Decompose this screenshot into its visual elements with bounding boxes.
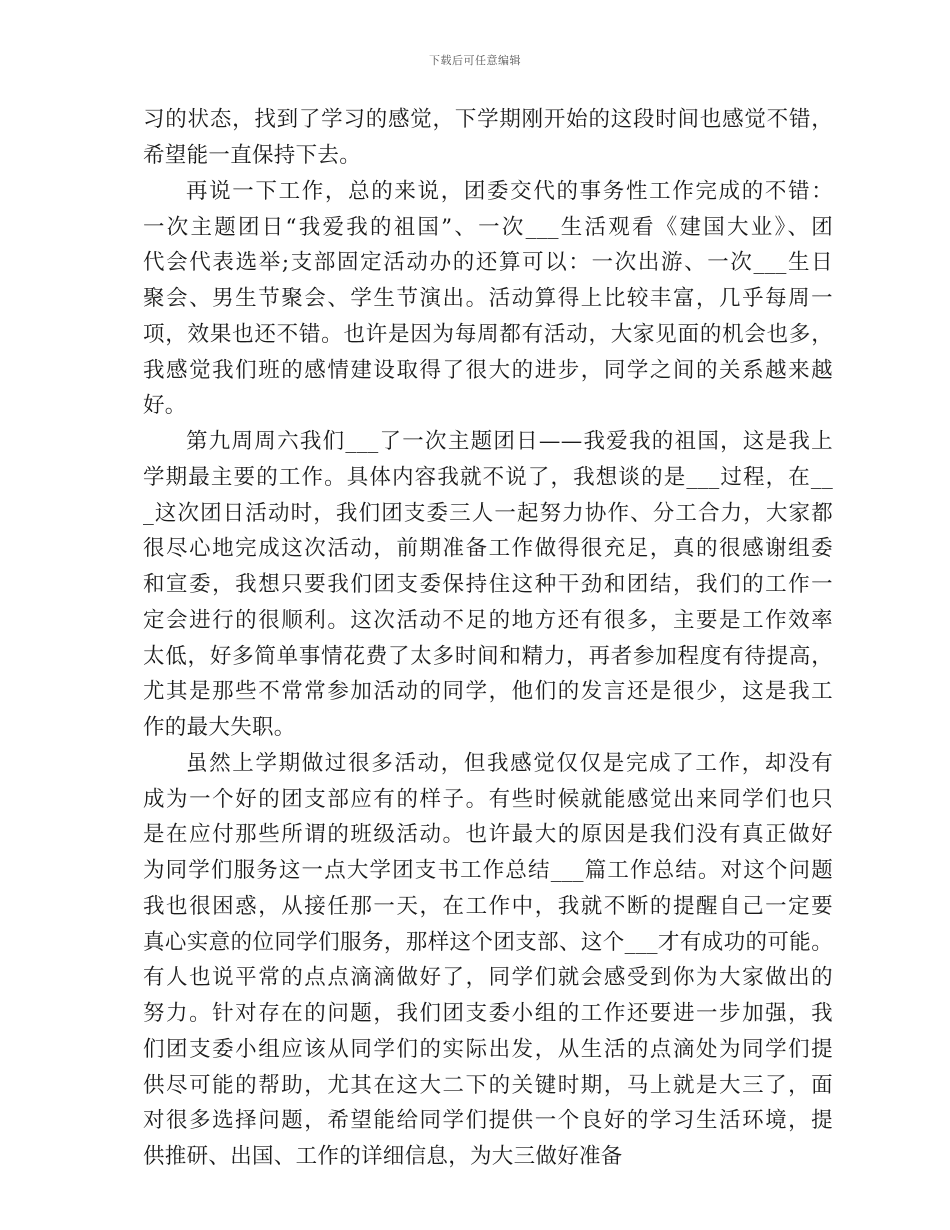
text-line: 第九周周六我们___了一次主题团日——我爱我的祖国，这是我上 [186, 429, 833, 454]
text-line: 一次主题团日“我爱我的祖国”、一次___生活观看《建国大业》、团 [143, 215, 833, 240]
text-line: 再说一下工作，总的来说，团委交代的事务性工作完成的不错： [186, 179, 833, 204]
text-line: 成为一个好的团支部应有的样子。有些时候就能感觉出来同学们也只 [143, 787, 833, 812]
text-line: 代会代表选举;支部固定活动办的还算可以：一次出游、一次___生日 [143, 250, 833, 275]
text-line: 对很多选择问题，希望能给同学们提供一个良好的学习生活环境，提 [143, 1108, 833, 1133]
text-line: 供尽可能的帮助，尤其在这大二下的关键时期，马上就是大三了，面 [143, 1073, 833, 1098]
text-line: 我感觉我们班的感情建设取得了很大的进步，同学之间的关系越来越 [143, 358, 833, 383]
text-line: 我也很困惑，从接任那一天，在工作中，我就不断的提醒自己一定要 [143, 894, 833, 919]
page-header: 下载后可任意编辑 [429, 54, 521, 67]
text-line: 习的状态，找到了学习的感觉，下学期刚开始的这段时间也感觉不错， [143, 107, 833, 132]
text-line: 作的最大失职。 [143, 715, 296, 740]
text-line: 学期最主要的工作。具体内容我就不说了，我想谈的是___过程，在__ [143, 465, 833, 490]
text-line: 有人也说平常的点点滴滴做好了，同学们就会感受到你为大家做出的 [143, 965, 833, 990]
text-line: 好。 [143, 393, 187, 418]
text-line: 定会进行的很顺利。这次活动不足的地方还有很多，主要是工作效率 [143, 608, 833, 633]
text-line: 太低，好多简单事情花费了太多时间和精力，再者参加程度有待提高， [143, 644, 833, 669]
text-line: 是在应付那些所谓的班级活动。也许最大的原因是我们没有真正做好 [143, 822, 833, 847]
text-line: _这次团日活动时，我们团支委三人一起努力协作、分工合力，大家都 [143, 501, 833, 526]
text-line: 很尽心地完成这次活动，前期准备工作做得很充足，真的很感谢组委 [143, 536, 833, 561]
text-line: 努力。针对存在的问题，我们团支委小组的工作还要进一步加强，我 [143, 1001, 833, 1026]
text-line: 真心实意的位同学们服务，那样这个团支部、这个___才有成功的可能。 [143, 930, 833, 955]
text-line: 为同学们服务这一点大学团支书工作总结___篇工作总结。对这个问题 [143, 858, 833, 883]
text-line: 尤其是那些不常常参加活动的同学，他们的发言还是很少，这是我工 [143, 679, 833, 704]
text-line: 们团支委小组应该从同学们的实际出发，从生活的点滴处为同学们提 [143, 1037, 833, 1062]
text-line: 聚会、男生节聚会、学生节演出。活动算得上比较丰富，几乎每周一 [143, 286, 833, 311]
text-line: 希望能一直保持下去。 [143, 143, 362, 168]
text-line: 虽然上学期做过很多活动，但我感觉仅仅是完成了工作，却没有 [186, 751, 833, 776]
text-line: 和宣委，我想只要我们团支委保持住这种干劲和团结，我们的工作一 [143, 572, 833, 597]
text-line: 供推研、出国、工作的详细信息，为大三做好准备 [143, 1144, 623, 1169]
text-line: 项，效果也还不错。也许是因为每周都有活动，大家见面的机会也多， [143, 322, 833, 347]
